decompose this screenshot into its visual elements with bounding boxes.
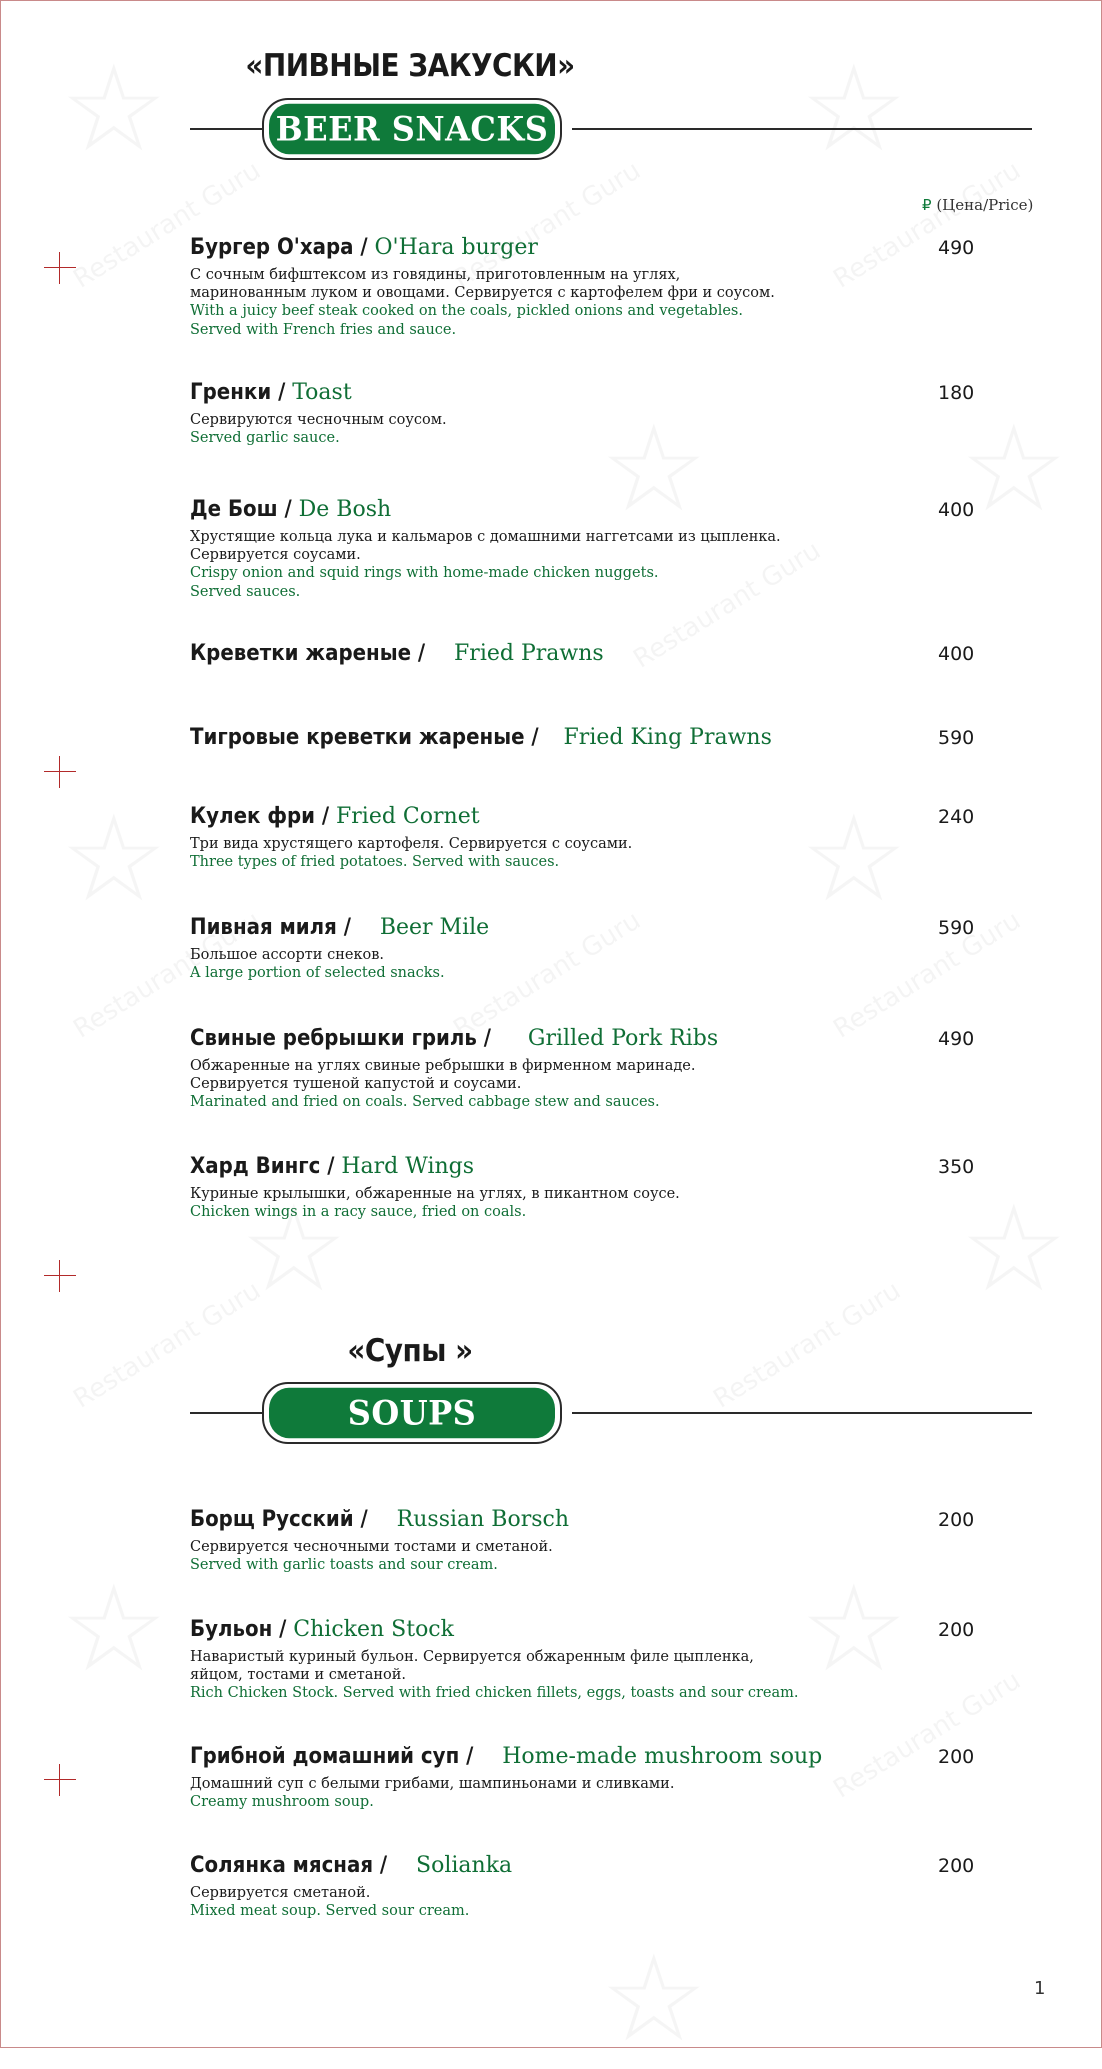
menu-item-price: 590 bbox=[938, 727, 975, 749]
menu-item-name-ru: Де Бош / bbox=[190, 497, 299, 522]
menu-item-name bbox=[190, 496, 1010, 524]
description-line: Three types of fried potatoes. Served with sauces. bbox=[190, 854, 560, 870]
menu-item-price: 180 bbox=[938, 382, 975, 404]
menu-item-description-en bbox=[190, 1093, 1010, 1112]
menu-item-description-en bbox=[190, 964, 1010, 983]
menu-item-name-en: Hard Wings bbox=[341, 1154, 475, 1179]
banner-rule-left bbox=[190, 1412, 264, 1414]
description-line: Три вида хрустящего картофеля. Сервируется с соусами. bbox=[190, 836, 633, 852]
description-line: Домашний суп с белыми грибами, шампиньонами и сливками. bbox=[190, 1776, 675, 1792]
description-line: Creamy mushroom soup. bbox=[190, 1794, 374, 1810]
menu-item-name bbox=[190, 1852, 1010, 1880]
menu-item-name-en: Fried King Prawns bbox=[563, 725, 772, 750]
menu-item-name bbox=[190, 1743, 1010, 1771]
menu-item-name-ru: Свиные ребрышки гриль / bbox=[190, 1026, 498, 1051]
menu-item bbox=[190, 1025, 1010, 1112]
menu-item bbox=[190, 724, 1010, 752]
menu-item-name bbox=[190, 914, 1010, 942]
description-line: Mixed meat soup. Served sour cream. bbox=[190, 1903, 470, 1919]
menu-item-name-en: Fried Cornet bbox=[336, 804, 480, 829]
menu-item-description-en bbox=[190, 564, 1010, 602]
description-line: With a juicy beef steak cooked on the coals, pickled onions and vegetables. bbox=[190, 303, 743, 319]
menu-item-name-en: Home-made mushroom soup bbox=[502, 1744, 823, 1769]
menu-item-name bbox=[190, 640, 1010, 668]
menu-item-name-en: Beer Mile bbox=[379, 915, 490, 940]
menu-item-description-ru bbox=[190, 1057, 1010, 1093]
menu-item-description-en bbox=[190, 1556, 1010, 1575]
description-line: Сервируется соусами. bbox=[190, 547, 361, 563]
watermark-star-icon bbox=[60, 40, 168, 179]
watermark-star-icon bbox=[60, 1560, 168, 1699]
menu-item-description-ru bbox=[190, 1884, 1010, 1902]
menu-item-price: 590 bbox=[938, 917, 975, 939]
section-title-beer-snacks-ru: «ПИВНЫЕ ЗАКУСКИ» bbox=[245, 48, 575, 84]
menu-item-name-en: Chicken Stock bbox=[293, 1617, 454, 1642]
description-line: A large portion of selected snacks. bbox=[190, 965, 445, 981]
menu-item-name-en: Solianka bbox=[416, 1853, 513, 1878]
menu-item-description-ru bbox=[190, 1185, 1010, 1203]
menu-item-name bbox=[190, 234, 1010, 262]
menu-item-price: 240 bbox=[938, 806, 975, 828]
menu-item-name-ru: Борщ Русский / bbox=[190, 1507, 375, 1532]
menu-item-price: 200 bbox=[938, 1619, 975, 1641]
menu-item-name-en: Russian Borsch bbox=[396, 1507, 570, 1532]
menu-item-description-ru bbox=[190, 411, 1010, 429]
menu-item bbox=[190, 803, 1010, 872]
description-line: Chicken wings in a racy sauce, fried on coals. bbox=[190, 1204, 527, 1220]
menu-item-name-ru: Тигровые креветки жареные / bbox=[190, 725, 546, 750]
menu-item-name-en: Toast bbox=[292, 380, 352, 405]
menu-item bbox=[190, 496, 1010, 602]
description-line: Хрустящие кольца лука и кальмаров с домашними наггетсами из цыпленка. bbox=[190, 529, 781, 545]
menu-item-price: 350 bbox=[938, 1156, 975, 1178]
description-line: Большое ассорти снеков. bbox=[190, 947, 385, 963]
menu-item-name-en: Grilled Pork Ribs bbox=[527, 1026, 719, 1051]
menu-item-name-ru: Бульон / bbox=[190, 1617, 294, 1642]
menu-item bbox=[190, 1153, 1010, 1222]
description-line: Куриные крылышки, обжаренные на углях, в пикантном соусе. bbox=[190, 1186, 680, 1202]
ruble-icon: ₽ bbox=[922, 196, 932, 214]
menu-item-name bbox=[190, 379, 1010, 407]
menu-item-description-ru bbox=[190, 946, 1010, 964]
menu-item-name bbox=[190, 803, 1010, 831]
menu-item-price: 400 bbox=[938, 499, 975, 521]
menu-item-name-ru: Пивная миля / bbox=[190, 915, 358, 940]
crop-mark bbox=[44, 252, 76, 284]
menu-item-name-en: Fried Prawns bbox=[454, 641, 604, 666]
menu-item bbox=[190, 379, 1010, 448]
menu-item-description-en bbox=[190, 1902, 1010, 1921]
menu-item bbox=[190, 1506, 1010, 1575]
menu-item bbox=[190, 640, 1010, 668]
description-line: Served with French fries and sauce. bbox=[190, 322, 457, 338]
menu-item-description-en bbox=[190, 429, 1010, 448]
menu-item bbox=[190, 1743, 1010, 1812]
section-banner-label: BEER SNACKS bbox=[269, 104, 555, 154]
price-column-label: (Цена/Price) bbox=[936, 196, 1034, 214]
menu-item bbox=[190, 1852, 1010, 1921]
description-line: Served with garlic toasts and sour cream. bbox=[190, 1557, 498, 1573]
description-line: С сочным бифштексом из говядины, приготовленным на углях, bbox=[190, 267, 681, 283]
description-line: Наваристый куриный бульон. Сервируется обжаренным филе цыпленка, bbox=[190, 1649, 754, 1665]
section-banner-label: SOUPS bbox=[269, 1388, 555, 1438]
menu-item-description-en bbox=[190, 1203, 1010, 1222]
menu-item bbox=[190, 1616, 1010, 1703]
banner-rule-right bbox=[572, 1412, 1032, 1414]
menu-item-name bbox=[190, 1025, 1010, 1053]
description-line: Marinated and fried on coals. Served cabbage stew and sauces. bbox=[190, 1094, 660, 1110]
menu-item-name bbox=[190, 1616, 1010, 1644]
description-line: Сервируются чесночным соусом. bbox=[190, 412, 447, 428]
menu-item-description-ru bbox=[190, 528, 1010, 564]
section-banner-soups bbox=[262, 1382, 562, 1444]
description-line: Served garlic sauce. bbox=[190, 430, 340, 446]
menu-item bbox=[190, 234, 1010, 340]
watermark-star-icon bbox=[600, 1930, 708, 2069]
banner-rule-right bbox=[572, 128, 1032, 130]
menu-item-description-ru bbox=[190, 1538, 1010, 1556]
menu-item-name bbox=[190, 724, 1010, 752]
watermark-text bbox=[708, 1275, 906, 1414]
menu-item-description-ru bbox=[190, 835, 1010, 853]
description-line: Обжаренные на углях свиные ребрышки в фирменном маринаде. bbox=[190, 1058, 696, 1074]
menu-item-price: 490 bbox=[938, 1028, 975, 1050]
crop-mark bbox=[44, 1764, 76, 1796]
section-title-soups-ru: «Супы » bbox=[347, 1333, 473, 1369]
menu-item-name bbox=[190, 1153, 1010, 1181]
watermark-star-icon bbox=[800, 40, 908, 179]
menu-item-description-en bbox=[190, 853, 1010, 872]
menu-item-price: 490 bbox=[938, 237, 975, 259]
menu-item-name-ru: Кулек фри / bbox=[190, 804, 337, 829]
menu-item-name-ru: Хард Вингс / bbox=[190, 1154, 342, 1179]
description-line: Сервируется чесночными тостами и сметаной. bbox=[190, 1539, 553, 1555]
menu-item-name-ru: Солянка мясная / bbox=[190, 1853, 395, 1878]
menu-item-name-ru: Гренки / bbox=[190, 380, 293, 405]
description-line: Served sauces. bbox=[190, 584, 301, 600]
menu-item-description-ru bbox=[190, 266, 1010, 302]
menu-item-name-en: De Bosh bbox=[298, 497, 392, 522]
menu-item bbox=[190, 914, 1010, 983]
menu-item-name-ru: Бургер О'хара / bbox=[190, 235, 375, 260]
menu-item-price: 200 bbox=[938, 1509, 975, 1531]
menu-item-description-en bbox=[190, 302, 1010, 340]
menu-item-description-ru bbox=[190, 1775, 1010, 1793]
crop-mark bbox=[44, 1260, 76, 1292]
description-line: маринованным луком и овощами. Сервируется с картофелем фри и соусом. bbox=[190, 285, 775, 301]
description-line: Crispy onion and squid rings with home-made chicken nuggets. bbox=[190, 565, 659, 581]
watermark-star-icon bbox=[60, 790, 168, 929]
description-line: Сервируется тушеной капустой и соусами. bbox=[190, 1076, 522, 1092]
description-line: Rich Chicken Stock. Served with fried chicken fillets, eggs, toasts and sour cream. bbox=[190, 1685, 799, 1701]
menu-item-name-ru: Креветки жареные / bbox=[190, 641, 433, 666]
menu-item-price: 200 bbox=[938, 1746, 975, 1768]
menu-item-price: 200 bbox=[938, 1855, 975, 1877]
menu-item-name bbox=[190, 1506, 1010, 1534]
menu-item-name-en: O'Hara burger bbox=[374, 235, 538, 260]
description-line: яйцом, тостами и сметаной. bbox=[190, 1667, 407, 1683]
description-line: Сервируется сметаной. bbox=[190, 1885, 371, 1901]
price-column-note bbox=[922, 196, 1033, 214]
crop-mark bbox=[44, 756, 76, 788]
page-number: 1 bbox=[1034, 1978, 1046, 1999]
menu-item-price: 400 bbox=[938, 643, 975, 665]
menu-item-description-ru bbox=[190, 1648, 1010, 1684]
menu-item-name-ru: Грибной домашний суп / bbox=[190, 1744, 481, 1769]
section-banner-beer-snacks bbox=[262, 98, 562, 160]
menu-item-description-en bbox=[190, 1793, 1010, 1812]
banner-rule-left bbox=[190, 128, 264, 130]
menu-item-description-en bbox=[190, 1684, 1010, 1703]
